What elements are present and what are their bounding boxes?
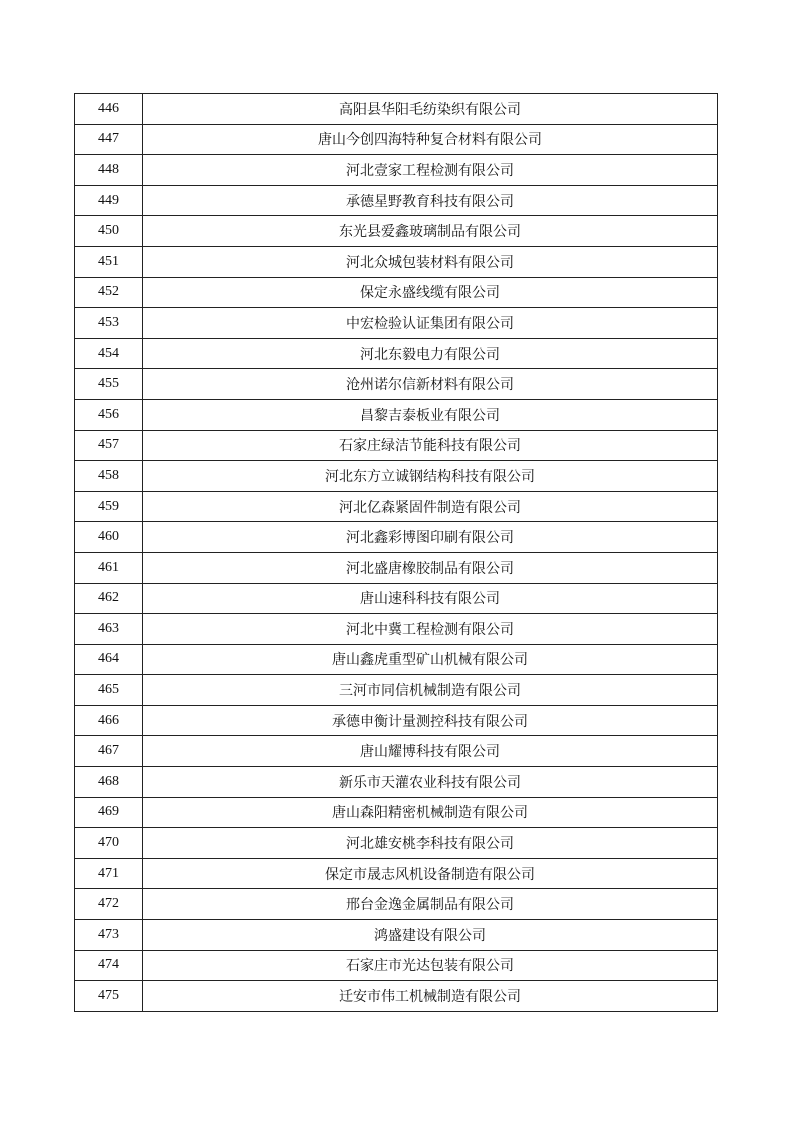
table-row (75, 94, 718, 125)
table-row (75, 920, 718, 951)
company-list-table (74, 93, 718, 1012)
row-number: 465 (75, 675, 143, 706)
row-number: 464 (75, 644, 143, 675)
row-number: 449 (75, 185, 143, 216)
company-name: 保定永盛线缆有限公司 (143, 277, 718, 308)
row-number: 462 (75, 583, 143, 614)
company-name: 河北盛唐橡胶制品有限公司 (143, 552, 718, 583)
row-number: 474 (75, 950, 143, 981)
row-number: 455 (75, 369, 143, 400)
company-name: 保定市晟志风机设备制造有限公司 (143, 858, 718, 889)
company-name: 唐山鑫虎重型矿山机械有限公司 (143, 644, 718, 675)
table-row (75, 950, 718, 981)
company-name: 昌黎吉泰板业有限公司 (143, 399, 718, 430)
company-name: 河北中冀工程检测有限公司 (143, 614, 718, 645)
table-row (75, 736, 718, 767)
row-number: 467 (75, 736, 143, 767)
table-row (75, 522, 718, 553)
row-number: 447 (75, 124, 143, 155)
table-row (75, 308, 718, 339)
company-name: 唐山今创四海特种复合材料有限公司 (143, 124, 718, 155)
company-name: 河北亿森紧固件制造有限公司 (143, 491, 718, 522)
table-row (75, 705, 718, 736)
company-name: 东光县爱鑫玻璃制品有限公司 (143, 216, 718, 247)
table-row (75, 185, 718, 216)
row-number: 460 (75, 522, 143, 553)
row-number: 456 (75, 399, 143, 430)
row-number: 475 (75, 981, 143, 1012)
table-row (75, 246, 718, 277)
company-name: 迁安市伟工机械制造有限公司 (143, 981, 718, 1012)
table-row (75, 124, 718, 155)
company-name: 邢台金逸金属制品有限公司 (143, 889, 718, 920)
table-row (75, 981, 718, 1012)
row-number: 450 (75, 216, 143, 247)
table-row (75, 338, 718, 369)
row-number: 472 (75, 889, 143, 920)
row-number: 469 (75, 797, 143, 828)
company-name: 河北东毅电力有限公司 (143, 338, 718, 369)
company-name: 承德申衡计量测控科技有限公司 (143, 705, 718, 736)
row-number: 461 (75, 552, 143, 583)
company-name: 唐山速科科技有限公司 (143, 583, 718, 614)
company-name: 高阳县华阳毛纺染织有限公司 (143, 94, 718, 125)
row-number: 470 (75, 828, 143, 859)
table-row (75, 797, 718, 828)
row-number: 463 (75, 614, 143, 645)
table-row (75, 399, 718, 430)
table-row (75, 277, 718, 308)
table-row (75, 889, 718, 920)
company-name: 唐山森阳精密机械制造有限公司 (143, 797, 718, 828)
row-number: 468 (75, 767, 143, 798)
company-name: 河北壹家工程检测有限公司 (143, 155, 718, 186)
row-number: 459 (75, 491, 143, 522)
company-name: 河北众城包装材料有限公司 (143, 246, 718, 277)
company-name: 唐山耀博科技有限公司 (143, 736, 718, 767)
table-row (75, 767, 718, 798)
row-number: 453 (75, 308, 143, 339)
table-row (75, 155, 718, 186)
row-number: 446 (75, 94, 143, 125)
table-row (75, 614, 718, 645)
table-row (75, 461, 718, 492)
company-name: 石家庄市光达包装有限公司 (143, 950, 718, 981)
company-name: 承德星野教育科技有限公司 (143, 185, 718, 216)
table-row (75, 491, 718, 522)
row-number: 454 (75, 338, 143, 369)
row-number: 448 (75, 155, 143, 186)
table-row (75, 369, 718, 400)
table-row (75, 644, 718, 675)
row-number: 451 (75, 246, 143, 277)
table-row (75, 828, 718, 859)
row-number: 452 (75, 277, 143, 308)
table-body (75, 94, 718, 1012)
company-name: 河北雄安桃李科技有限公司 (143, 828, 718, 859)
company-name: 三河市同信机械制造有限公司 (143, 675, 718, 706)
company-name: 中宏检验认证集团有限公司 (143, 308, 718, 339)
company-name: 石家庄绿洁节能科技有限公司 (143, 430, 718, 461)
row-number: 473 (75, 920, 143, 951)
company-name: 新乐市天灌农业科技有限公司 (143, 767, 718, 798)
company-name: 河北鑫彩博图印刷有限公司 (143, 522, 718, 553)
company-name: 河北东方立诚钢结构科技有限公司 (143, 461, 718, 492)
table-row (75, 583, 718, 614)
row-number: 457 (75, 430, 143, 461)
row-number: 471 (75, 858, 143, 889)
company-name: 鸿盛建设有限公司 (143, 920, 718, 951)
table-row (75, 675, 718, 706)
table-row (75, 858, 718, 889)
table-row (75, 216, 718, 247)
company-name: 沧州诺尔信新材料有限公司 (143, 369, 718, 400)
table-row (75, 552, 718, 583)
row-number: 466 (75, 705, 143, 736)
table-row (75, 430, 718, 461)
row-number: 458 (75, 461, 143, 492)
